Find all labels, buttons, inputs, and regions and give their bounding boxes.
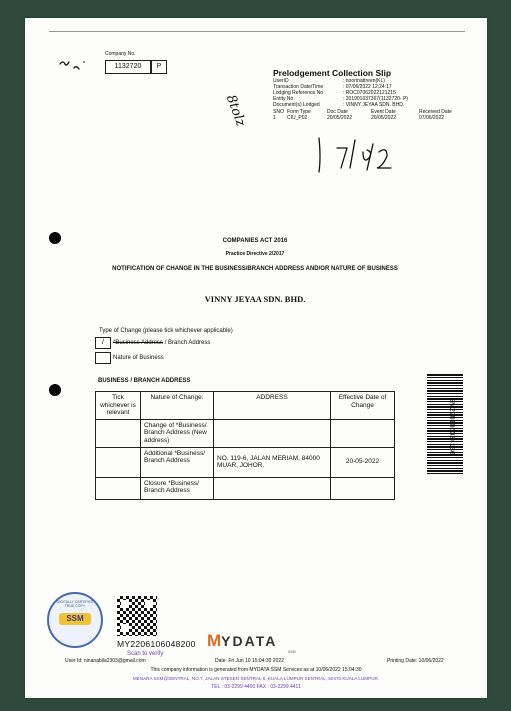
company-no-suffix: P <box>151 60 167 74</box>
punch-hole-mark <box>49 384 61 396</box>
ssm-logo: SSM <box>59 613 91 625</box>
document-page <box>25 18 487 698</box>
table-header-row <box>96 392 395 420</box>
qr-code[interactable] <box>117 596 157 636</box>
footer-info: This company information is generated from MYDATA SSM Services as at 10/06/2022 15:04:30 <box>150 667 362 673</box>
slip-title: Prelodgement Collection Slip <box>273 68 392 78</box>
handwritten-margin-note: 8tolz <box>222 93 249 129</box>
table-row: Additional *Business/ Branch Address NO. 119-6, JALAN MERIAM, 84000 MUAR, JOHOR. 20-05-2022 <box>96 447 395 477</box>
header-effective-date: Effective Date of Change <box>331 392 395 420</box>
company-name: VINNY JEYAA SDN. BHD. <box>204 294 306 304</box>
table-row: Change of *Business/ Branch Address (New address) <box>96 419 395 447</box>
stamp-text: DIGITALLY CERTIFIED TRUE COPY <box>56 600 94 608</box>
slip-row: Document(s) Lodged : VINNY JEYAA SDN. BHD. <box>273 102 405 108</box>
header-tick: Tick whichever is relevant <box>96 392 141 420</box>
barcode <box>427 373 463 474</box>
slip-table-head: SNO Form Type Doc Date Event Date Received Date <box>273 109 452 115</box>
top-rule <box>49 31 465 32</box>
mydata-logo-text: YDATA <box>221 633 278 649</box>
slip-row: UserID : noormattreen(KL) <box>273 78 385 84</box>
slip-row: Lodging Reference No : ROC07062022121215 <box>273 90 396 96</box>
slip-rows <box>273 78 463 108</box>
directive-heading: Practice Directive 2/2017 <box>225 251 285 257</box>
footer-printing-date: Printing Date: 10/06/2022 <box>387 658 444 664</box>
slip-row: Transaction Date/Time : 07/06/2022 12:24:17 <box>273 84 392 90</box>
certified-stamp <box>47 592 103 648</box>
punch-hole-mark <box>49 232 61 244</box>
header-address: ADDRESS <box>214 392 331 420</box>
nature-of-business-option: Nature of Business <box>113 355 164 361</box>
act-heading: COMPANIES ACT 2016 <box>222 238 288 244</box>
slip-table-row: 1 CIU_P02 20/05/2022 20/05/2022 07/06/2022 <box>273 115 445 121</box>
mydata-logo-sub: SSM <box>288 650 296 654</box>
prelodgement-slip <box>273 68 463 121</box>
slip-row: Entity No : 201901037367(1132720- P) <box>273 96 408 102</box>
scan-to-verify[interactable]: Scan to verify <box>127 651 164 657</box>
company-no-label: Company No. <box>105 51 136 57</box>
mydata-logo <box>207 632 277 650</box>
footer-user-id: User Id: ninanabila2303@gmail.com <box>65 658 146 664</box>
notification-heading: NOTIFICATION OF CHANGE IN THE BUSINESS/BRANCH ADDRESS AND/OR NATURE OF BUSINESS <box>112 266 398 272</box>
business-address-checkbox[interactable]: / <box>95 337 111 349</box>
barcode-number: SM220106034186 <box>448 397 455 455</box>
footer-tel: TEL : 03-2299 4400 FAX : 03-2299 4411 <box>211 684 301 690</box>
scribble-mark <box>58 56 88 76</box>
address-table <box>95 391 395 500</box>
type-of-change-label: Type of Change (please tick whichever applicable) <box>99 328 233 334</box>
section-title: BUSINESS / BRANCH ADDRESS <box>98 378 191 384</box>
footer-address: MENARA SSM@SENTRAL, NO.7, JALAN STESEN SENTRAL 5, KUALA LUMPUR SENTRAL, 50470 KUALA LUMPUR. <box>132 676 380 681</box>
footer-date: Date: Fri Jun 10 15:04:30 2022 <box>215 658 284 664</box>
table-row: Closure *Business/ Branch Address <box>96 477 395 499</box>
header-nature: Nature of Change: <box>141 392 214 420</box>
reference-number: MY2206106048200 <box>117 639 196 649</box>
business-address-option: *Business Address / Branch Address <box>113 340 211 346</box>
company-no-value: 1132720 <box>105 60 151 74</box>
handwritten-date <box>315 130 405 180</box>
nature-of-business-checkbox[interactable] <box>95 352 111 364</box>
mydata-logo-mark: M <box>207 631 222 650</box>
